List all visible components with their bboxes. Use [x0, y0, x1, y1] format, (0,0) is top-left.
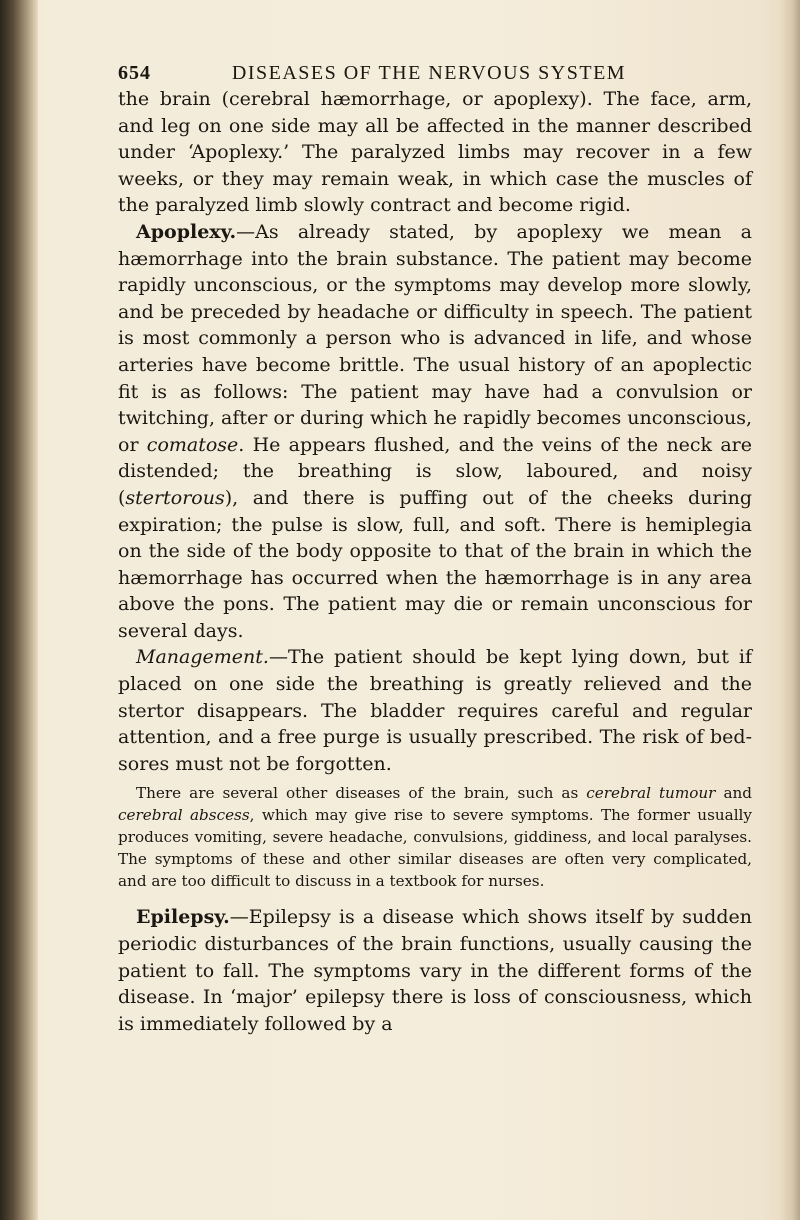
section-heading-apoplexy: Apoplexy. — [136, 220, 237, 243]
paragraph-apoplexy — [118, 219, 752, 645]
paragraph-text: —As already stated, by apoplexy we mean a hæmorrhage into the brain substance. The patient may become rapidly unconscious, or the symptoms may develop more slowly, and be preceded by headache or difficulty in speech. The patient is most commonly a person who is advanced in life, and whose arteries have become brittle. The usual history of an apoplectic fit is as follows: The patient may have had a convulsion or twitching, after or during which he rapidly becomes unconscious, or — [118, 220, 752, 456]
italic-term: cerebral tumour — [586, 784, 716, 803]
italic-term: comatose — [146, 433, 239, 456]
body-text — [118, 86, 752, 1037]
paragraph-text: and — [715, 784, 753, 803]
page-edge-shadow — [780, 0, 800, 1220]
section-heading-management: Management. — [136, 646, 269, 669]
paragraph-management — [118, 644, 752, 777]
paragraph-text: , which may give rise to severe symptoms. The former usually produces vomiting, severe headache, convulsions, giddiness, and local paralyses. The symptoms of these and other similar diseases are often very complicated, and are too difficult to discuss in a textbook for nurses. — [118, 806, 752, 890]
page-number: 654 — [118, 62, 151, 84]
paragraph-other-diseases — [118, 783, 752, 892]
italic-term: cerebral abscess — [118, 806, 250, 825]
paragraph-text: . He appears flushed, and the veins of the neck are distended; the breathing is slow, laboured, and noisy ( — [118, 433, 752, 509]
paragraph-text: —Epilepsy is a disease which shows itself by sudden periodic disturbances of the brain functions, usually causing the patient to fall. The symptoms vary in the different forms of the disease. In ‘major’ epilepsy there is loss of consciousness, which is immediately followed by a — [118, 906, 752, 1035]
paragraph-epilepsy — [118, 904, 752, 1037]
paragraph-text: ), and there is puffing out of the cheeks during expiration; the pulse is slow, full, and soft. There is hemiplegia on the side of the body opposite to that of the brain in which the hæmorrhage has occurred when the hæmorrhage is in any area above the pons. The patient may die or remain unconscious for several days. — [118, 486, 752, 642]
paragraph-text: —The patient should be kept lying down, but if placed on one side the breathing is greatly relieved and the stertor disappears. The bladder requires careful and regular attention, and a free purge is usually prescribed. The risk of bed-sores must not be forgotten. — [118, 646, 752, 775]
italic-term: stertorous — [125, 486, 225, 509]
running-title: DISEASES OF THE NERVOUS SYSTEM — [231, 62, 627, 84]
book-spine-shadow — [0, 0, 38, 1220]
section-heading-epilepsy: Epilepsy. — [136, 906, 230, 929]
paragraph-text: the brain (cerebral hæmorrhage, or apoplexy). The face, arm, and leg on one side may all be affected in the manner described under ‘Apoplexy.’ The paralyzed limbs may recover in a few weeks, or they may remain weak, in which case the muscles of the paralyzed limb slowly contract and become rigid. — [118, 88, 752, 217]
paragraph-text: There are several other diseases of the brain, such as — [136, 784, 587, 803]
paragraph-cerebral-haemorrhage — [118, 86, 752, 219]
